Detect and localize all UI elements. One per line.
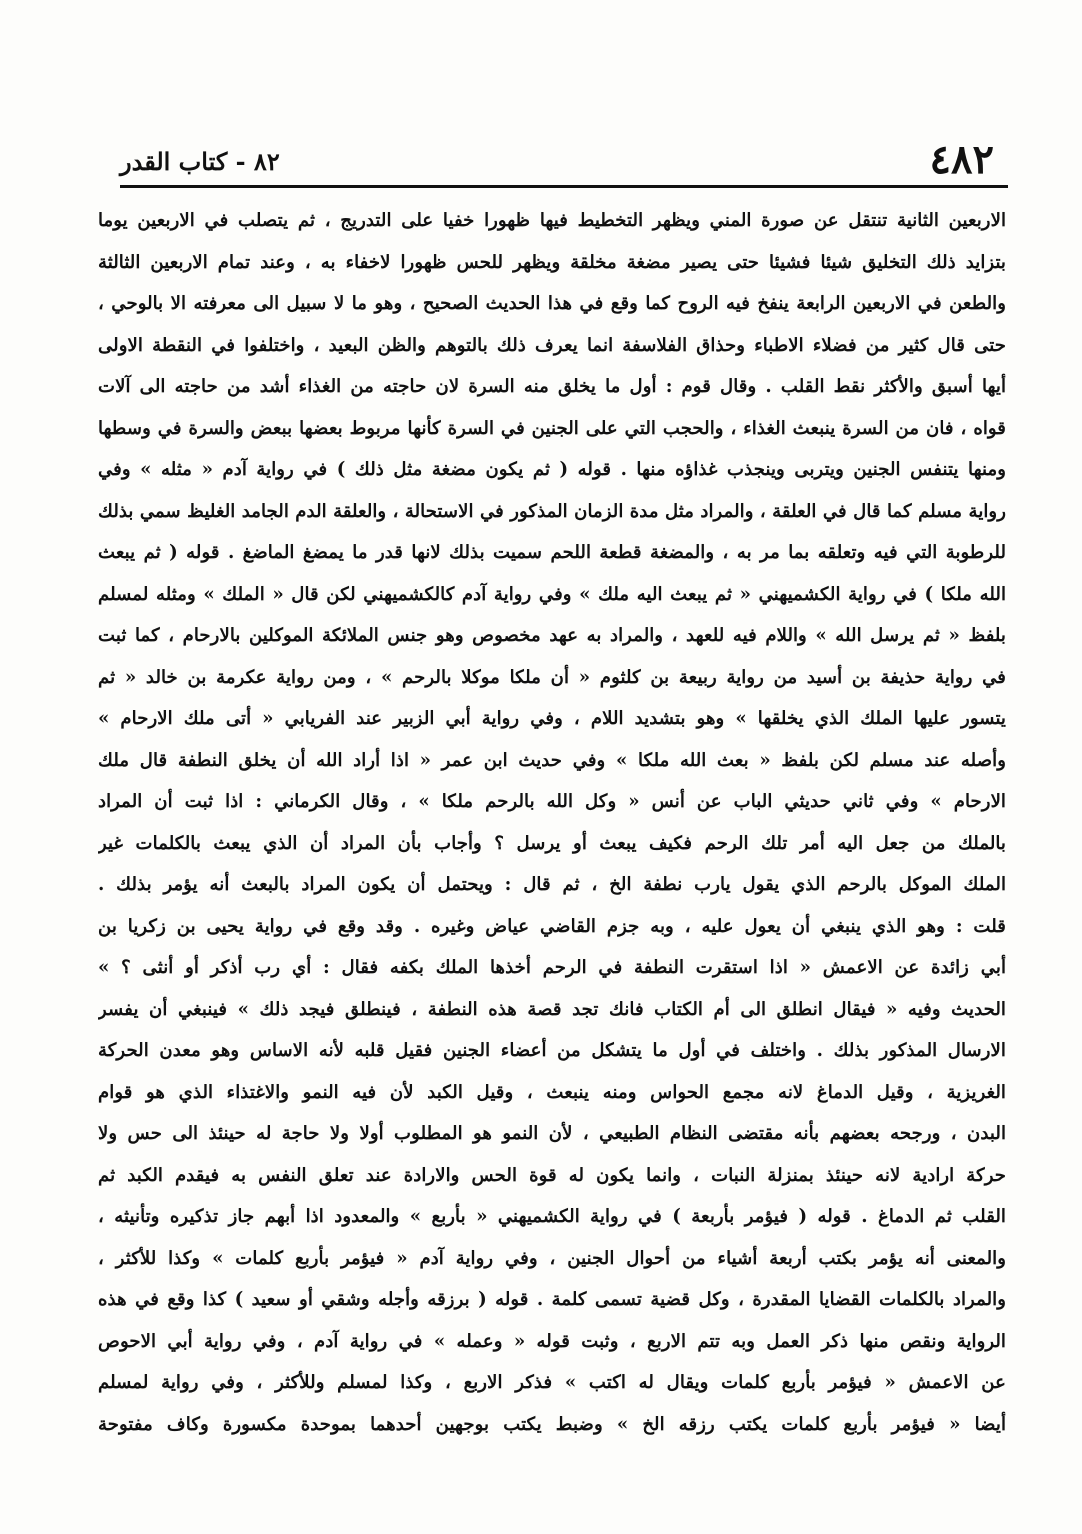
text-line: والمعنى أنه يؤمر بكتب أربعة أشياء من أحوال الجنين ، وفي رواية آدم « فيؤمر بأربع كلمات » وكذا للأكثر ، xyxy=(98,1247,1006,1269)
text-line: قواه ، فان من السرة ينبعث الغذاء ، والحجب التي على الجنين في السرة كأنها مربوط بعضها ببعض والسرة في وسطها xyxy=(98,417,1006,439)
text-line: أبي زائدة عن الاعمش « اذا استقرت النطفة في الرحم أخذها الملك بكفه فقال : أي رب أذكر أو أنثى ؟ » xyxy=(98,957,1006,978)
text-line: والمراد بالكلمات القضايا المقدرة ، وكل قضية تسمى كلمة . قوله ( برزقه وأجله وشقي أو سعيد ) كذا وقع في هذه xyxy=(98,1289,1006,1310)
running-title: ٨٢ - كتاب القدر xyxy=(120,147,280,176)
text-line: حركة ارادية لانه حينئذ بمنزلة النبات ، وانما يكون له قوة الحس والارادة عند تعلق النفس به فيقدم الكبد ثم xyxy=(98,1164,1006,1186)
text-line: عن الاعمش « فيؤمر بأربع كلمات ويقال له اكتب » فذكر الاربع ، وكذا لمسلم وللأكثر ، وفي رواية لمسلم xyxy=(98,1372,1006,1393)
text-line: أيضا « فيؤمر بأربع كلمات يكتب رزقه الخ » وضبط يكتب بوجهين أحدهما بموحدة مكسورة وكاف مفتوحة xyxy=(98,1413,1006,1435)
text-line: وأصله عند مسلم لكن بلفظ « بعث الله ملكا » وفي حديث ابن عمر « اذا أراد الله أن يخلق النطفة قال ملك xyxy=(98,749,1006,771)
text-line: يتسور عليها الملك الذي يخلقها » وهو بتشديد اللام ، وفي رواية أبي الزبير عند الفريابي « أتى ملك الارحام » xyxy=(98,708,1006,729)
text-line: أيها أسبق والأكثر نقط القلب . وقال قوم : أول ما يخلق منه السرة لان حاجته من الغذاء أشد من حاجته الى آلات xyxy=(98,376,1006,397)
page-number: ٤٨٢ xyxy=(929,136,994,183)
text-line: للرطوبة التي فيه وتعلقه بما مر به ، والمضغة قطعة اللحم سميت بذلك لانها قدر ما يمضغ الماضغ . قوله ( ثم يبعث xyxy=(98,542,1006,563)
page-header xyxy=(110,136,994,188)
text-line: القلب ثم الدماغ . قوله ( فيؤمر بأربعة ) في رواية الكشميهني « بأربع » والمعدود اذا أبهم جاز تذكيره وتأنيثه ، xyxy=(98,1206,1006,1227)
text-line: بتزايد ذلك التخليق شيئا فشيئا حتى يصير مضغة مخلقة ويظهر للحس ظهورا لاخفاء به ، وعند تمام الاربعين الثالثة xyxy=(98,251,1006,273)
text-line: الارسال المذكور بذلك . واختلف في أول ما يتشكل من أعضاء الجنين فقيل قلبه لأنه الاساس وهو معدن الحركة xyxy=(98,1040,1006,1061)
text-line: بلفظ « ثم يرسل الله » واللام فيه للعهد ، والمراد به عهد مخصوص وهو جنس الملائكة الموكلين بالارحام ، كما ثبت xyxy=(98,625,1006,646)
text-line: الاربعين الثانية تنتقل عن صورة المني ويظهر التخطيط فيها ظهورا خفيا على التدريج ، ثم يتصلب في الاربعين يوما xyxy=(98,210,1006,231)
text-line: قلت : وهو الذي ينبغي أن يعول عليه ، وبه جزم القاضي عياض وغيره . وقد وقع في رواية يحيى بن زكريا بن xyxy=(98,915,1006,937)
text-line: ومنها يتنفس الجنين ويتربى وينجذب غذاؤه منها . قوله ( ثم يكون مضغة مثل ذلك ) في رواية آدم « مثله » وفي xyxy=(98,459,1006,480)
text-line: رواية مسلم كما قال في العلقة ، والمراد مثل مدة الزمان المذكور في الاستحالة ، والعلقة الدم الجامد الغليظ سمي بذلك xyxy=(98,500,1006,522)
text-line: الله ملكا ) في رواية الكشميهني « ثم يبعث اليه ملك » وفي رواية آدم كالكشميهني لكن قال « الملك » ومثله لمسلم xyxy=(98,583,1006,605)
text-line: الغريزية ، وقيل الدماغ لانه مجمع الحواس ومنه ينبعث ، وقيل الكبد لأن فيه النمو والاغتذاء الذي هو قوام xyxy=(98,1081,1006,1103)
text-line: الملك الموكل بالرحم الذي يقول يارب نطفة الخ ، ثم قال : ويحتمل أن يكون المراد بالبعث أنه يؤمر بذلك . xyxy=(98,874,1006,895)
header-rule xyxy=(120,185,1008,188)
body-text xyxy=(98,200,1006,1445)
text-line: الرواية ونقص منها ذكر العمل وبه تتم الاربع ، وثبت قوله « وعمله » في رواية آدم ، وفي رواية أبي الاحوص xyxy=(98,1330,1006,1352)
text-line: حتى قال كثير من فضلاء الاطباء وحذاق الفلاسفة انما يعرف ذلك بالتوهم والظن البعيد ، واختلفوا في النقطة الاولى xyxy=(98,334,1006,356)
text-line: بالملك من جعل اليه أمر تلك الرحم فكيف يبعث أو يرسل ؟ وأجاب بأن المراد أن الذي يبعث بالكلمات غير xyxy=(98,832,1006,854)
text-line: في رواية حذيفة بن أسيد من رواية ربيعة بن كلثوم « أن ملكا موكلا بالرحم » ، ومن رواية عكرمة بن خالد « ثم xyxy=(98,666,1006,688)
text-line: الحديث وفيه « فيقال انطلق الى أم الكتاب فانك تجد قصة هذه النطفة ، فينطلق فيجد ذلك » فينبغي أن يفسر xyxy=(98,998,1006,1020)
text-line: والطعن في الاربعين الرابعة ينفخ فيه الروح كما وقع في هذا الحديث الصحيح ، وهو ما لا سبيل الى معرفته الا بالوحي ، xyxy=(98,293,1006,314)
text-line: البدن ، ورجحه بعضهم بأنه مقتضى النظام الطبيعي ، لأن النمو هو المطلوب أولا ولا حاجة له حينئذ الى حس ولا xyxy=(98,1123,1006,1144)
text-line: الارحام » وفي ثاني حديثي الباب عن أنس « وكل الله بالرحم ملكا » ، وقال الكرماني : اذا ثبت أن المراد xyxy=(98,791,1006,812)
